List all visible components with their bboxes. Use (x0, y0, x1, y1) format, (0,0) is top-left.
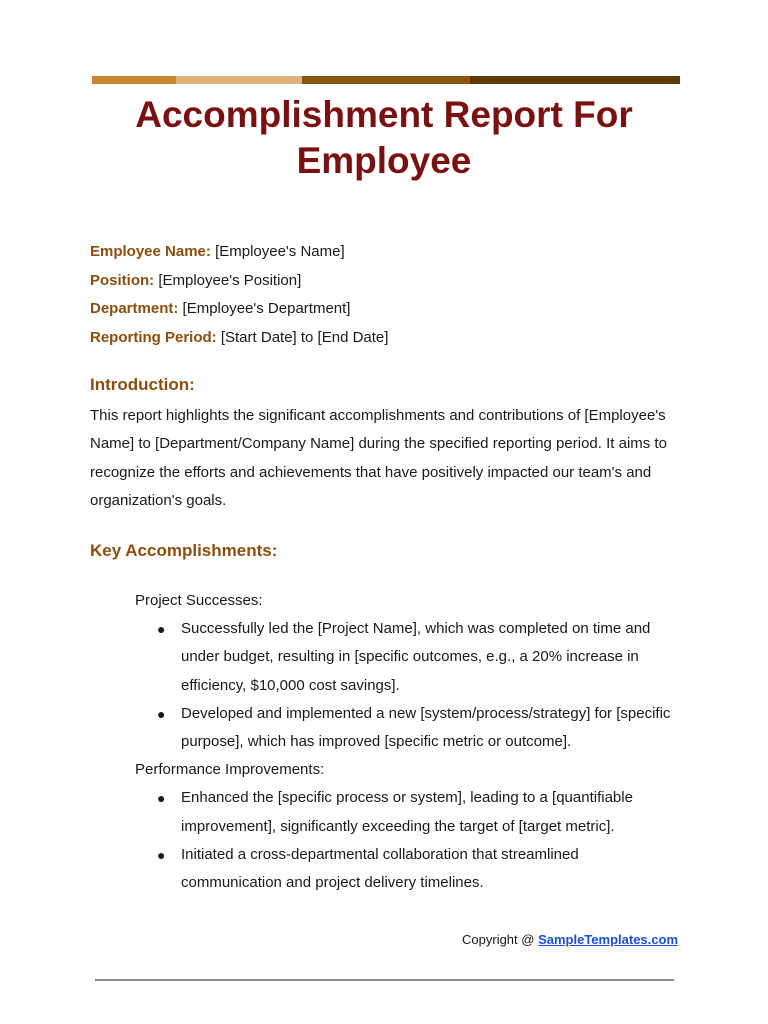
bar-segment-1 (92, 76, 176, 84)
field-label: Employee Name: (90, 243, 211, 260)
copyright-notice (380, 932, 678, 947)
document-title: Accomplishment Report For Employee (135, 94, 633, 181)
footer-divider (95, 979, 674, 981)
field-label: Department: (90, 300, 179, 317)
field-employee-name (90, 238, 388, 267)
introduction-text: This report highlights the significant accomplishments and contributions of [Employee's Name] to [Department/Company Name] during the specified reporting period. It aims to recognize the efforts and achievements that have positively impacted our team's and organization's goals. (90, 407, 667, 509)
decorative-top-bar (92, 76, 680, 84)
field-label: Position: (90, 271, 155, 289)
bar-segment-2 (176, 76, 302, 84)
field-value: [Employee's Position] (158, 271, 302, 289)
key-accomplishments-heading: Key Accomplishments: (90, 541, 278, 560)
field-value: [Employee's Department] (182, 300, 351, 317)
bullet-icon: ● (157, 846, 166, 863)
group-title-performance-improvements: Performance Improvements: (135, 761, 325, 779)
introduction-heading: Introduction: (90, 375, 195, 394)
list-item-text: Enhanced the [specific process or system], leading to a [quantifiable improvement], significantly exceeding the target of [target metric]. (181, 789, 633, 835)
field-value: [Employee's Name] (215, 243, 345, 260)
list-item-text: Initiated a cross-departmental collaboration that streamlined communication and project delivery timelines. (181, 845, 579, 892)
sampletemplates-link[interactable]: SampleTemplates.com (538, 932, 678, 947)
bar-segment-3 (302, 76, 470, 84)
employee-info-block (90, 238, 388, 352)
copyright-text: Copyright @ (462, 932, 539, 947)
group-title-project-successes: Project Successes: (135, 592, 263, 609)
list-item (135, 784, 680, 840)
list-item (135, 700, 680, 756)
list-item-text: Developed and implemented a new [system/process/strategy] for [specific purpose], which has improved [specific metric or outcome]. (181, 704, 671, 751)
field-position (90, 267, 388, 296)
list-item-text: Successfully led the [Project Name], which was completed on time and under budget, resulting in [specific outcomes, e.g., a 20% increase in efficiency, $10,000 cost savings]. (181, 620, 651, 694)
list-item (135, 615, 680, 700)
project-successes-list (135, 615, 680, 756)
list-item (135, 841, 680, 897)
field-label: Reporting Period: (90, 328, 217, 346)
accomplishments-list (135, 587, 680, 897)
bullet-icon: ● (157, 621, 166, 638)
bullet-icon: ● (157, 790, 166, 807)
field-reporting-period (90, 324, 388, 353)
bar-segment-4 (470, 76, 680, 84)
bullet-icon: ● (157, 705, 166, 722)
field-value: [Start Date] to [End Date] (220, 328, 389, 346)
performance-improvements-list (135, 784, 680, 897)
field-department (90, 295, 388, 324)
